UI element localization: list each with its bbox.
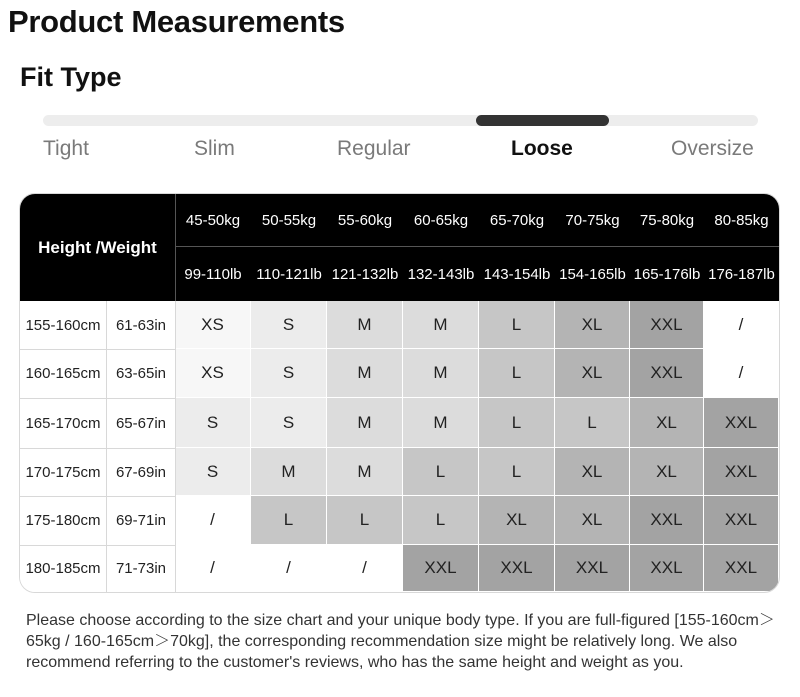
column-divider (175, 301, 176, 593)
size-cell: XXL (555, 545, 630, 592)
size-cell: L (403, 448, 479, 496)
size-cell: L (479, 448, 555, 496)
size-cell: XL (555, 496, 630, 545)
column-divider (106, 301, 107, 593)
height-in-label: 65-67in (107, 398, 175, 448)
size-cell: L (479, 398, 555, 448)
size-cell: XS (175, 349, 251, 398)
size-cell: XXL (704, 398, 779, 448)
page-title: Product Measurements (8, 4, 345, 39)
size-cell: XXL (704, 496, 779, 545)
size-cell: XXL (704, 448, 779, 496)
size-cell: / (175, 545, 251, 592)
fit-type-heading: Fit Type (20, 62, 122, 92)
size-cell: XXL (479, 545, 555, 592)
size-cell: M (327, 398, 403, 448)
size-cell: XL (555, 301, 630, 349)
weight-lb-header: 176-187lb (708, 265, 775, 283)
size-cell: XL (555, 448, 630, 496)
fit-type-regular: Regular (337, 137, 411, 160)
size-cell: XL (555, 349, 630, 398)
size-cell: L (555, 398, 630, 448)
height-in-label: 61-63in (107, 301, 175, 349)
weight-lb-header: 132-143lb (407, 265, 475, 283)
height-cm-label: 155-160cm (20, 301, 106, 349)
row-divider (20, 545, 176, 546)
size-cell: XXL (630, 496, 704, 545)
weight-kg-header: 65-70kg (489, 211, 545, 229)
height-in-label: 71-73in (107, 545, 175, 592)
size-cell: / (704, 349, 779, 398)
size-cell: L (403, 496, 479, 545)
fit-type-loose: Loose (511, 137, 573, 160)
height-weight-header: Height /Weight (20, 194, 176, 301)
height-cm-label: 160-165cm (20, 349, 106, 398)
height-cm-label: 175-180cm (20, 496, 106, 545)
size-cell: L (479, 301, 555, 349)
weight-lb-header: 110-121lb (256, 265, 322, 283)
height-cm-label: 165-170cm (20, 398, 106, 448)
size-cell: XXL (403, 545, 479, 592)
row-divider (20, 349, 176, 350)
size-cell: XL (479, 496, 555, 545)
size-cell: XXL (630, 349, 704, 398)
size-cell: L (251, 496, 327, 545)
weight-kg-header: 60-65kg (413, 211, 469, 229)
weight-kg-header: 45-50kg (185, 211, 241, 229)
size-cell: L (479, 349, 555, 398)
size-cell: M (403, 398, 479, 448)
size-cell: M (403, 349, 479, 398)
weight-kg-header: 55-60kg (337, 211, 393, 229)
fit-type-tight: Tight (43, 137, 89, 160)
row-divider (20, 496, 176, 497)
height-in-label: 69-71in (107, 496, 175, 545)
size-cell: S (175, 398, 251, 448)
fit-type-slim: Slim (194, 137, 235, 160)
weight-kg-header: 50-55kg (261, 211, 317, 229)
size-cell: S (251, 398, 327, 448)
size-cell: L (327, 496, 403, 545)
weight-lb-header: 99-110lb (184, 265, 242, 283)
size-cell: M (327, 448, 403, 496)
size-chart-table (19, 193, 780, 593)
size-cell: / (251, 545, 327, 592)
size-cell: M (403, 301, 479, 349)
size-cell: / (175, 496, 251, 545)
weight-kg-header: 80-85kg (714, 211, 769, 229)
size-cell: / (327, 545, 403, 592)
size-cell: XXL (630, 545, 704, 592)
size-cell: S (175, 448, 251, 496)
weight-kg-header: 75-80kg (639, 211, 695, 229)
height-in-label: 63-65in (107, 349, 175, 398)
size-cell: / (704, 301, 779, 349)
weight-lb-header: 154-165lb (559, 265, 626, 283)
size-cell: M (327, 301, 403, 349)
size-cell: XL (630, 398, 704, 448)
weight-lb-header: 165-176lb (633, 265, 701, 283)
fit-type-oversize: Oversize (671, 137, 754, 160)
size-cell: XS (175, 301, 251, 349)
height-in-label: 67-69in (107, 448, 175, 496)
fit-type-slider-track (43, 115, 758, 126)
weight-kg-header: 70-75kg (565, 211, 620, 229)
height-cm-label: 180-185cm (20, 545, 106, 592)
height-cm-label: 170-175cm (20, 448, 106, 496)
row-divider (20, 448, 176, 449)
size-advice-note: Please choose according to the size chart and your unique body type. If you are full-figured [155-160cm＞65kg / 160-165cm＞70kg], the corresponding recommendation size might be relatively long. We also recommend referring to the customer's reviews, who has the same height and weight as you. (26, 612, 775, 671)
weight-lb-header: 143-154lb (483, 265, 551, 283)
size-cell: XL (630, 448, 704, 496)
row-divider (20, 398, 176, 399)
size-cell: XXL (630, 301, 704, 349)
size-cell: M (251, 448, 327, 496)
fit-type-slider-indicator (476, 115, 609, 126)
weight-lb-header: 121-132lb (331, 265, 399, 283)
size-cell: S (251, 301, 327, 349)
size-cell: XXL (704, 545, 779, 592)
size-cell: M (327, 349, 403, 398)
size-cell: S (251, 349, 327, 398)
